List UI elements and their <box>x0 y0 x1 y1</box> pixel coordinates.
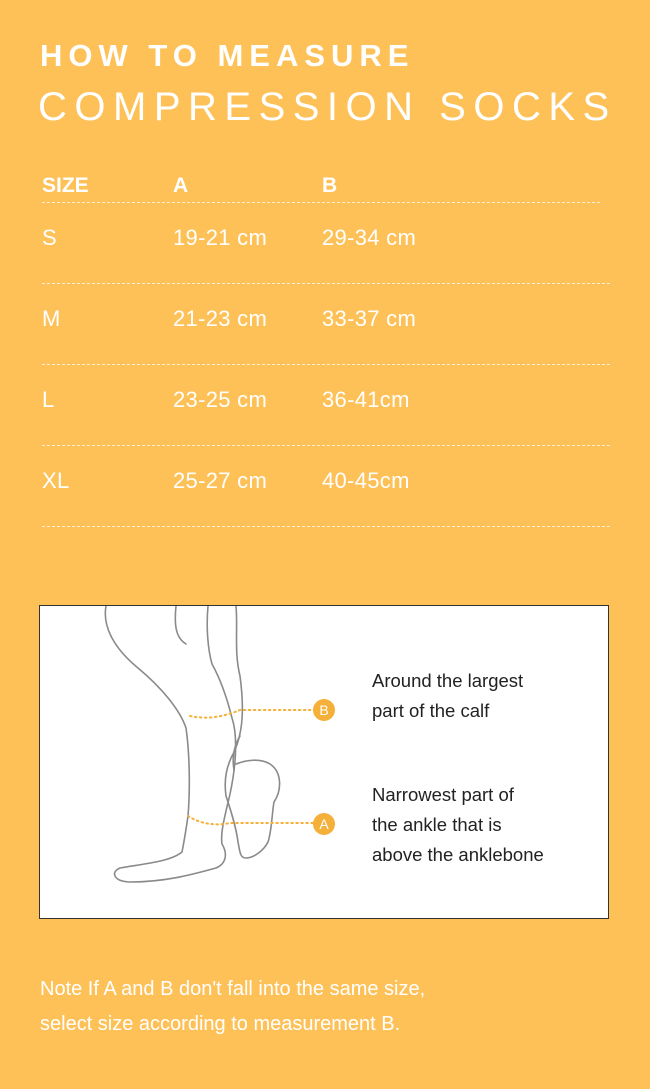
b-cell: 33-37 cm <box>322 306 417 331</box>
front-leg-outline <box>105 606 235 882</box>
page-title-line2: COMPRESSION SOCKS <box>38 85 617 129</box>
measurement-diagram <box>39 605 609 919</box>
table-row <box>42 365 610 445</box>
back-leg-outline <box>225 606 279 858</box>
b-cell: 29-34 cm <box>322 225 417 250</box>
note-line: Note If A and B don't fall into the same size, <box>40 978 426 1000</box>
caption-a-line: Narrowest part of <box>372 784 514 805</box>
header-b: B <box>322 174 338 197</box>
size-table <box>42 170 610 527</box>
sizing-note <box>40 972 425 1042</box>
caption-b-line: part of the calf <box>372 700 490 721</box>
table-row <box>42 446 610 526</box>
size-cell: M <box>42 306 61 331</box>
caption-a-line: the ankle that is <box>372 814 502 835</box>
calf-measure-line <box>190 710 314 718</box>
caption-b-line: Around the largest <box>372 670 524 691</box>
header-a: A <box>173 174 189 197</box>
a-cell: 19-21 cm <box>173 225 268 250</box>
size-cell: S <box>42 225 57 250</box>
note-line: select size according to measurement B. <box>40 1013 401 1035</box>
marker-b-label: B <box>319 702 329 718</box>
b-cell: 40-45cm <box>322 468 410 493</box>
marker-a-label: A <box>319 816 329 832</box>
thigh-gap-line <box>175 606 186 644</box>
b-cell: 36-41cm <box>322 387 410 412</box>
header-size: SIZE <box>42 174 89 197</box>
ankle-measure-line <box>188 816 314 824</box>
table-row <box>42 203 610 283</box>
caption-a-line: above the anklebone <box>372 844 544 865</box>
table-row <box>42 284 610 364</box>
a-cell: 21-23 cm <box>173 306 268 331</box>
page-title-line1: HOW TO MEASURE <box>40 38 415 73</box>
table-header-row <box>42 170 610 202</box>
a-cell: 25-27 cm <box>173 468 268 493</box>
size-cell: XL <box>42 468 70 493</box>
size-cell: L <box>42 387 55 412</box>
caption-b <box>372 666 523 726</box>
row-divider <box>42 526 610 527</box>
legs-illustration <box>40 606 608 918</box>
caption-a <box>372 780 544 870</box>
a-cell: 23-25 cm <box>173 387 268 412</box>
